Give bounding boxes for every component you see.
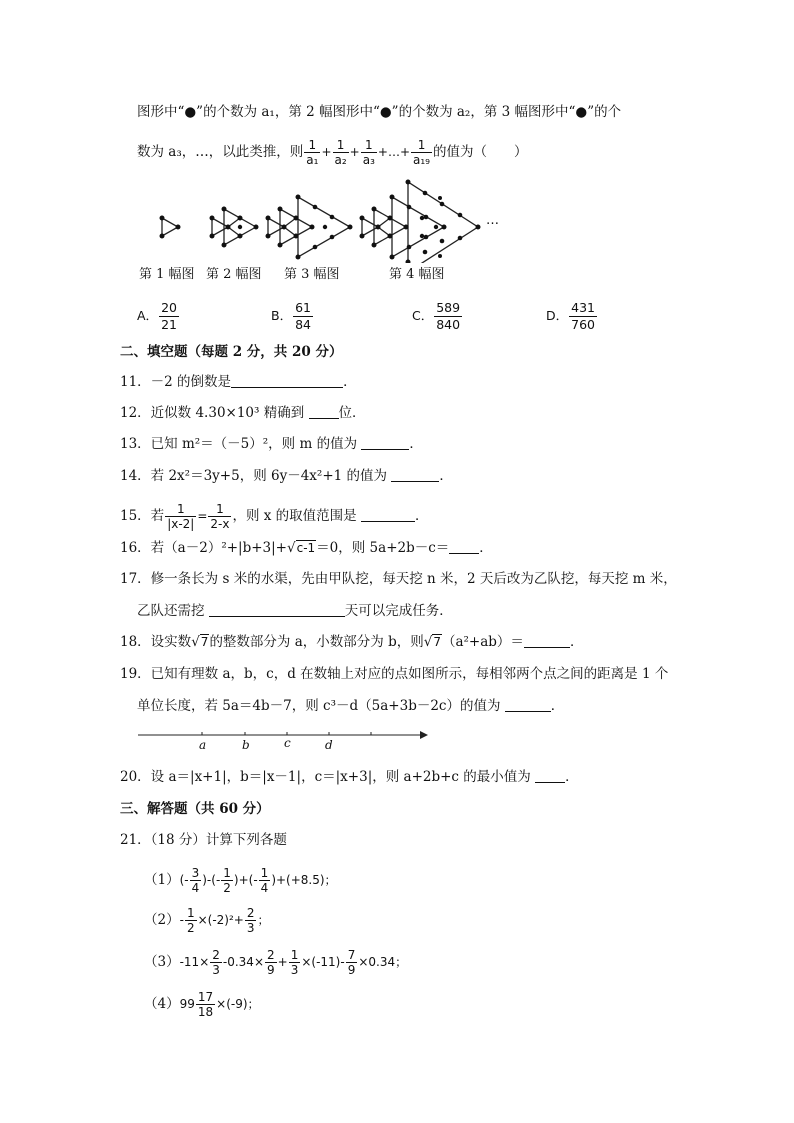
question-19-line2: 单位长度，若 5a＝4b－7，则 c³－d（5a+3b－2c）的值为 ． <box>137 698 565 714</box>
question-18: 18．设实数√7的整数部分为 a，小数部分为 b，则√7（a²+ab）＝ ． <box>120 634 584 650</box>
axis-label-b: b <box>242 738 250 752</box>
question-19-line1: 19．已知有理数 a，b，c，d 在数轴上对应的点如图所示，每相邻两个点之间的距离是 1 个 <box>120 666 669 682</box>
axis-label-d: d <box>325 738 333 752</box>
q21-item-2: （2）- $\frac{1}{2}$ ×(-2)²+ $\frac{2}{3}$ ； <box>144 906 270 935</box>
section3-title: 三、解答题（共 60 分） <box>120 801 270 817</box>
caption-fig2: 第 2 幅图 <box>206 267 262 282</box>
axis-label-a: a <box>199 738 207 752</box>
sum-frac-2: $\frac{1}{\text{a₂}}$ <box>334 138 347 167</box>
figure-ellipsis: … <box>486 213 499 228</box>
option-b: B． $\frac{61}{84}$ <box>271 300 311 332</box>
question-17-line1: 17．修一条长为 s 米的水渠，先由甲队挖，每天挖 n 米，2 天后改为乙队挖，每天挖 m 米， <box>120 571 677 587</box>
q10-line2: 数为 a₃，…，以此类推，则 $\frac{1}{\text{a₁}}$ + $\frac{1}{\text{a₂}}$ + $\frac{1}{\text{a₃}}$ +…+ $\frac{1}{\text{a₁₉}}$ 的值为（ ） <box>137 138 528 167</box>
number-line <box>136 726 436 756</box>
question-12: 12．近似数 4.30×10³ 精确到 位． <box>120 405 366 421</box>
question-11: 11．－2 的倒数是 ． <box>120 374 357 390</box>
sum-frac-1: $\frac{1}{\text{a₁}}$ <box>306 138 319 167</box>
sum-frac-19: $\frac{1}{\text{a₁₉}}$ <box>413 138 430 167</box>
q21-item-3: （3）-11× $\frac{2}{3}$ -0.34× $\frac{2}{9}$ + $\frac{1}{3}$ ×(-11)- $\frac{7}{9}$ ×0.34； <box>144 948 408 977</box>
q21-item-4: （4）99 $\frac{17}{18}$ ×(-9)； <box>144 990 260 1019</box>
option-d: D． $\frac{431}{760}$ <box>546 300 595 332</box>
question-17-line2: 乙队还需挖 天可以完成任务． <box>137 603 453 619</box>
question-14: 14．若 2x²＝3y+5，则 6y－4x²+1 的值为 ． <box>120 468 453 484</box>
question-13: 13．已知 m²＝（－5）²，则 m 的值为 ． <box>120 436 423 452</box>
question-21-title: 21．（18 分）计算下列各题 <box>120 832 287 848</box>
caption-fig1: 第 1 幅图 <box>139 267 195 282</box>
caption-fig3: 第 3 幅图 <box>284 267 340 282</box>
dot-pattern-figure <box>140 178 520 263</box>
axis-label-c: c <box>284 736 291 750</box>
option-c: C． $\frac{589}{840}$ <box>412 300 461 332</box>
q10-line1: 图形中“●”的个数为 a₁，第 2 幅图形中“●”的个数为 a₂，第 3 幅图形中“●”的个 <box>137 104 622 120</box>
section2-title: 二、填空题（每题 2 分，共 20 分） <box>120 344 343 360</box>
sum-frac-3: $\frac{1}{\text{a₃}}$ <box>362 138 375 167</box>
question-15: 15．若 $\frac{1}{|x-2|}$ = $\frac{1}{2-x}$ ，则 x 的取值范围是 ． <box>120 502 429 531</box>
question-20: 20．设 a＝|x+1|，b＝|x－1|，c＝|x+3|，则 a+2b+c 的最小值为 ． <box>120 769 579 785</box>
question-16: 16．若（a－2）²+|b+3|+√c-1＝0，则 5a+2b－c＝ ． <box>120 540 493 556</box>
option-a: A． $\frac{20}{21}$ <box>137 300 177 332</box>
caption-fig4: 第 4 幅图 <box>389 267 445 282</box>
q21-item-1: （1）(- $\frac{3}{4}$ )-(- $\frac{1}{2}$ )+(- $\frac{1}{4}$ )+(+8.5)； <box>144 866 337 895</box>
